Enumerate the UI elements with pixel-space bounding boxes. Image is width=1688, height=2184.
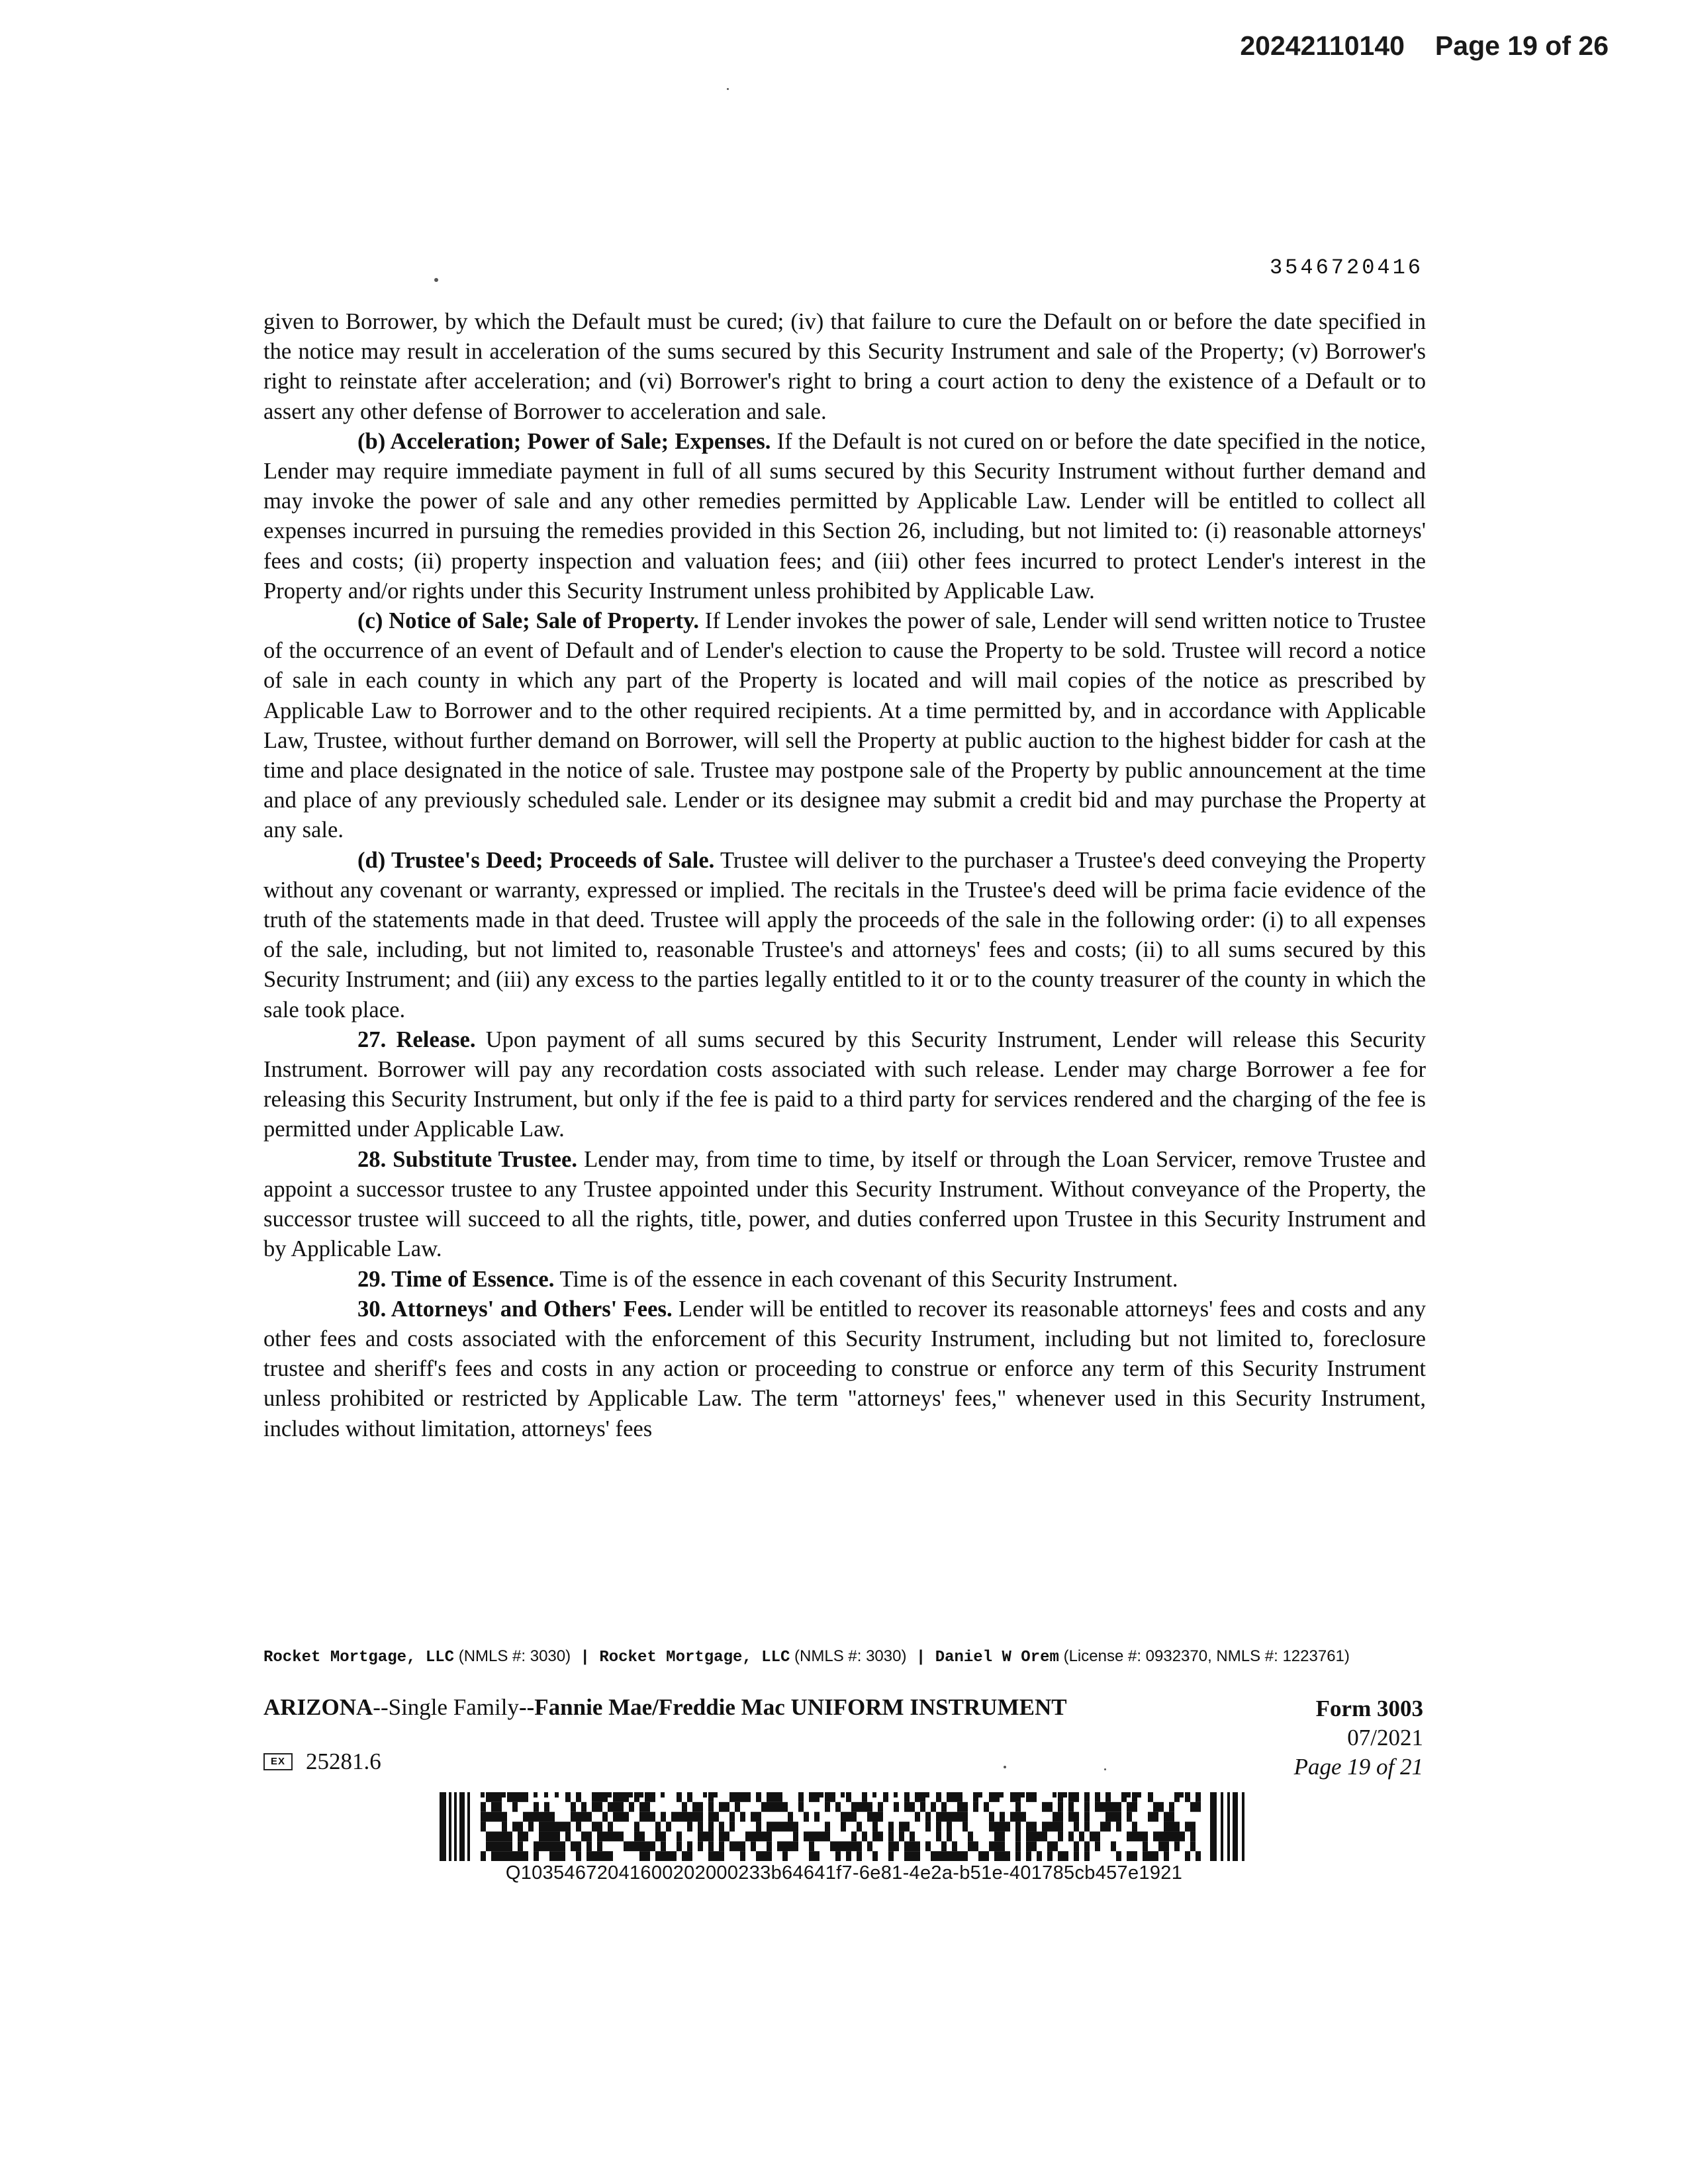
lender-info: Rocket Mortgage, LLC (NMLS #: 3030) | Rocket Mortgage, LLC (NMLS #: 3030) | Daniel W Orem (License #: 0932370, NMLS #: 1223761) <box>263 1647 1350 1666</box>
paragraph-trustees-deed: (d) Trustee's Deed; Proceeds of Sale. Trustee will deliver to the purchaser a Trustee's deed conveying the Property without any covenant or warranty, expressed or implied. The recitals in the Trustee's deed will be prima facie evidence of the truth of the statements made in that deed. Trustee will apply the proceeds of the sale in the following order: (i) to all expenses of the sale, including, but not limited to, reasonable Trustee's and attorneys' fees and costs; (ii) to all sums secured by this Security Instrument; and (iii) any excess to the parties legally entitled to it or to the county treasurer of the county in which the sale took place. <box>263 847 1427 1023</box>
form-number: Form 3003 <box>1315 1696 1423 1721</box>
lender-name: Rocket Mortgage, LLC <box>263 1649 455 1666</box>
paragraph-continuation: given to Borrower, by which the Default must be cured; (iv) that failure to cure the Default on or before the date specified in the notice may result in acceleration of the sums secured by this Security Instrument and sale of the Property; (v) Borrower's right to reinstate after acceleration; and (vi) Borrower's right to bring a court action to deny the existence of a Default or to assert any other defense of Borrower to acceleration and sale. <box>263 309 1426 424</box>
paragraph-heading: 29. Time of Essence. <box>357 1266 555 1292</box>
barcode-icon <box>440 1792 1248 1861</box>
paragraph-attorneys-fees: 30. Attorneys' and Others' Fees. Lender will be entitled to recover its reasonable attorneys' fees and costs and any other fees and costs associated with the enforcement of this Security Instrument, including but not limited to, foreclosure trustee and sheriff's fees and costs in any action or proceeding to construe or enforce any term of this Security Instrument unless prohibited or restricted by Applicable Law. The term "attorneys' fees," whenever used in this Security Instrument, includes without limitation, attorneys' fees <box>263 1296 1426 1441</box>
paragraph-time-of-essence: 29. Time of Essence. Time is of the essence in each covenant of this Security Instrument. <box>357 1266 1178 1292</box>
scan-speck <box>434 278 438 282</box>
paragraph-heading: 27. Release. <box>357 1026 476 1052</box>
paragraph-heading: (b) Acceleration; Power of Sale; Expenses. <box>357 428 771 454</box>
scan-speck <box>1104 1768 1106 1770</box>
paragraph-heading: 30. Attorneys' and Others' Fees. <box>357 1296 673 1322</box>
paragraph-substitute-trustee: 28. Substitute Trustee. Lender may, from time to time, by itself or through the Loan Servicer, remove Trustee and appoint a successor trustee to any Trustee appointed under this Security Instrument. Without conveyance of the Property, the successor trustee will succeed to all the rights, title, power, and duties conferred upon Trustee in this Security Instrument and by Applicable Law. <box>263 1146 1426 1262</box>
doc-code: 25281.6 <box>306 1749 381 1774</box>
scan-speck <box>727 88 729 90</box>
document-body <box>263 307 1426 1444</box>
lender-name: Rocket Mortgage, LLC <box>599 1649 790 1666</box>
paragraph-acceleration: (b) Acceleration; Power of Sale; Expenses. If the Default is not cured on or before the date specified in the notice, Lender may require immediate payment in full of all sums secured by this Security Instrument without further demand and may invoke the power of sale and any other remedies permitted by Applicable Law. Lender will be entitled to collect all expenses incurred in pursuing the remedies provided in this Section 26, including, but not limited to: (i) reasonable attorneys' fees and costs; (ii) property inspection and valuation fees; and (iii) other fees incurred to protect Lender's interest in the Property and/or rights under this Security Instrument unless prohibited by Applicable Law. <box>263 428 1426 604</box>
doc-code-row <box>263 1749 381 1775</box>
recording-page-label: Page 19 of 26 <box>1434 30 1609 61</box>
recording-number: 20242110140 <box>1240 30 1405 61</box>
form-date: 07/2021 <box>1347 1725 1423 1751</box>
recording-header <box>1240 30 1609 62</box>
form-info <box>1294 1694 1423 1782</box>
paragraph-heading: (d) Trustee's Deed; Proceeds of Sale. <box>357 847 715 873</box>
paragraph-notice-of-sale: (c) Notice of Sale; Sale of Property. If Lender invokes the power of sale, Lender will send written notice to Trustee of the occurrence of an event of Default and of Lender's election to cause the Property to be sold. Trustee will record a notice of sale in each county in which any part of the Property is located and will mail copies of the notice as prescribed by Applicable Law to Borrower and to the other required recipients. At a time permitted by, and in accordance with Applicable Law, Trustee, without further demand on Borrower, will sell the Property at public auction to the highest bidder for cash at the time and place designated in the notice of sale. Trustee may postpone sale of the Property by public announcement at the time and place of any previously scheduled sale. Lender or its designee may submit a credit bid and may purchase the Property at any sale. <box>263 608 1426 843</box>
paragraph-release: 27. Release. Upon payment of all sums secured by this Security Instrument, Lender will release this Security Instrument. Borrower will pay any recordation costs associated with such release. Lender may charge Borrower a fee for releasing this Security Instrument, but only if the fee is paid to a third party for services rendered and the charging of the fee is permitted under Applicable Law. <box>263 1026 1426 1142</box>
form-page-number: Page 19 of 21 <box>1293 1754 1423 1780</box>
document-barcode <box>440 1792 1248 1884</box>
paragraph-heading: 28. Substitute Trustee. <box>357 1146 578 1172</box>
paragraph-heading: (c) Notice of Sale; Sale of Property. <box>357 608 699 634</box>
loan-originator-name: Daniel W Orem <box>935 1649 1059 1666</box>
barcode-text: Q10354672041600202000233b64641f7-6e81-4e2a-b51e-401785cb457e1921 <box>505 1862 1183 1884</box>
instrument-title: ARIZONA--Single Family--Fannie Mae/Freddie Mac UNIFORM INSTRUMENT <box>263 1694 1067 1720</box>
ex-logo-icon: EX <box>263 1753 293 1770</box>
scan-speck <box>1004 1766 1006 1768</box>
loan-originator-ids: (License #: 0932370, NMLS #: 1223761) <box>1058 1647 1350 1665</box>
loan-number: 3546720416 <box>1269 255 1423 280</box>
